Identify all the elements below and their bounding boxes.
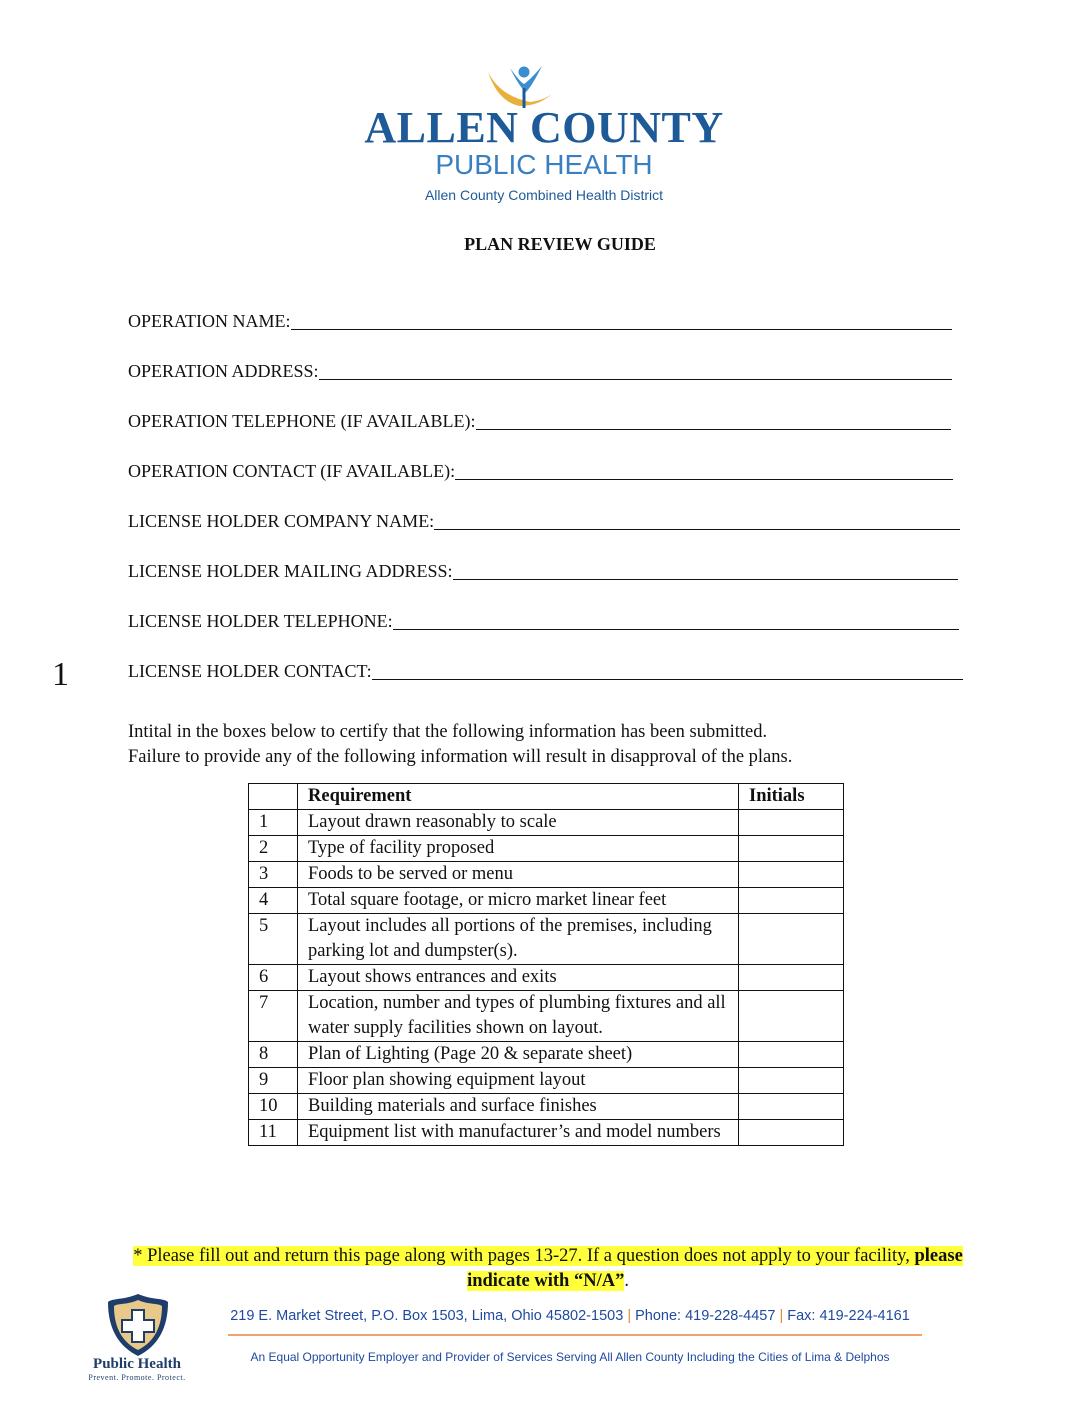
highlighted-note — [133, 1246, 963, 1291]
field-label: LICENSE HOLDER COMPANY NAME: — [128, 511, 435, 531]
row-requirement: Foods to be served or menu — [298, 862, 739, 888]
org-name: ALLEN COUNTY — [364, 103, 724, 152]
footer-divider — [228, 1334, 922, 1336]
instructions-line: Intital in the boxes below to certify that the following information has been submitted. — [128, 722, 768, 742]
footer-fax: Fax: 419-224-4161 — [787, 1308, 910, 1324]
row-requirement: Type of facility proposed — [298, 836, 739, 862]
initials-box[interactable] — [739, 888, 844, 914]
row-number: 1 — [249, 810, 298, 836]
operation-contact-field[interactable] — [128, 458, 953, 482]
license-holder-company-field[interactable] — [128, 508, 960, 532]
row-number: 11 — [249, 1120, 298, 1146]
table-row — [249, 888, 844, 914]
field-label: LICENSE HOLDER CONTACT: — [128, 661, 372, 681]
license-holder-mailing-address-field[interactable] — [128, 558, 958, 582]
note-end: . — [624, 1271, 629, 1291]
instructions — [128, 720, 988, 770]
initials-box[interactable] — [739, 965, 844, 991]
fill-in-line[interactable] — [291, 311, 952, 330]
instruction-note — [128, 1244, 968, 1294]
row-number: 3 — [249, 862, 298, 888]
row-number: 5 — [249, 914, 298, 965]
column-header-number — [249, 784, 298, 810]
page-title: PLAN REVIEW GUIDE — [464, 234, 656, 254]
fill-in-line[interactable] — [455, 461, 953, 480]
table-row — [249, 862, 844, 888]
footer-separator: | — [779, 1308, 784, 1324]
table-row — [249, 1094, 844, 1120]
table-row — [249, 1042, 844, 1068]
org-subtitle: PUBLIC HEALTH — [435, 149, 653, 180]
initials-box[interactable] — [739, 862, 844, 888]
row-requirement: Total square footage, or micro market linear feet — [298, 888, 739, 914]
footer-logo-text: Public Health — [93, 1356, 181, 1372]
initials-box[interactable] — [739, 1068, 844, 1094]
row-number: 7 — [249, 991, 298, 1042]
public-health-shield-icon — [104, 1292, 172, 1358]
footer-eeo-statement: An Equal Opportunity Employer and Provider of Services Serving All Allen County Including the Cities of Lima & Delphos — [250, 1350, 890, 1364]
field-label: LICENSE HOLDER TELEPHONE: — [128, 611, 393, 631]
note-text: * Please fill out and return this page along with pages 13-27. If a question does not apply to your facility, — [133, 1246, 915, 1266]
field-label: OPERATION ADDRESS: — [128, 361, 319, 381]
row-requirement: Floor plan showing equipment layout — [298, 1068, 739, 1094]
table-row — [249, 1068, 844, 1094]
footer-separator: | — [627, 1308, 632, 1324]
initials-box[interactable] — [739, 914, 844, 965]
initials-box[interactable] — [739, 991, 844, 1042]
row-requirement: Layout drawn reasonably to scale — [298, 810, 739, 836]
initials-box[interactable] — [739, 836, 844, 862]
row-requirement: Layout includes all portions of the premises, including parking lot and dumpster(s). — [298, 914, 739, 965]
row-requirement: Equipment list with manufacturer’s and model numbers — [298, 1120, 739, 1146]
fill-in-line[interactable] — [372, 661, 963, 680]
row-requirement: Location, number and types of plumbing fixtures and all water supply facilities shown on layout. — [298, 991, 739, 1042]
operation-address-field[interactable] — [128, 358, 952, 382]
row-number: 2 — [249, 836, 298, 862]
footer-phone: Phone: 419-228-4457 — [635, 1308, 776, 1324]
column-header-initials: Initials — [739, 784, 844, 810]
operation-name-field[interactable] — [128, 308, 952, 332]
table-row — [249, 965, 844, 991]
operation-telephone-field[interactable] — [128, 408, 951, 432]
row-number: 6 — [249, 965, 298, 991]
table-row — [249, 991, 844, 1042]
page-number: 1 — [52, 656, 69, 693]
table-row — [249, 914, 844, 965]
initials-box[interactable] — [739, 1042, 844, 1068]
requirements-table — [248, 783, 844, 1146]
table-row — [249, 1120, 844, 1146]
license-holder-contact-field[interactable] — [128, 658, 963, 682]
table-row — [249, 810, 844, 836]
row-number: 10 — [249, 1094, 298, 1120]
initials-box[interactable] — [739, 1094, 844, 1120]
field-label: OPERATION TELEPHONE (IF AVAILABLE): — [128, 411, 476, 431]
row-requirement: Plan of Lighting (Page 20 & separate sheet) — [298, 1042, 739, 1068]
table-header-row — [249, 784, 844, 810]
initials-box[interactable] — [739, 810, 844, 836]
fill-in-line[interactable] — [319, 361, 952, 380]
row-number: 4 — [249, 888, 298, 914]
row-number: 8 — [249, 1042, 298, 1068]
footer-contact-line — [200, 1308, 940, 1324]
field-label: LICENSE HOLDER MAILING ADDRESS: — [128, 561, 453, 581]
fill-in-line[interactable] — [434, 511, 960, 530]
column-header-requirement: Requirement — [298, 784, 739, 810]
row-requirement: Layout shows entrances and exits — [298, 965, 739, 991]
row-requirement: Building materials and surface finishes — [298, 1094, 739, 1120]
note-bold-text: please indicate with “N/A” — [467, 1246, 963, 1291]
license-holder-telephone-field[interactable] — [128, 608, 959, 632]
instructions-line: Failure to provide any of the following information will result in disapproval of the plans. — [128, 747, 793, 767]
field-label: OPERATION CONTACT (IF AVAILABLE): — [128, 461, 456, 481]
fill-in-line[interactable] — [476, 411, 951, 430]
footer-address: 219 E. Market Street, P.O. Box 1503, Lima, Ohio 45802-1503 — [230, 1308, 624, 1324]
org-district: Allen County Combined Health District — [424, 187, 664, 203]
row-number: 9 — [249, 1068, 298, 1094]
fill-in-line[interactable] — [393, 611, 959, 630]
fill-in-line[interactable] — [453, 561, 958, 580]
initials-box[interactable] — [739, 1120, 844, 1146]
field-label: OPERATION NAME: — [128, 311, 291, 331]
table-row — [249, 836, 844, 862]
footer-logo-tagline: Prevent. Promote. Protect. — [88, 1373, 186, 1382]
